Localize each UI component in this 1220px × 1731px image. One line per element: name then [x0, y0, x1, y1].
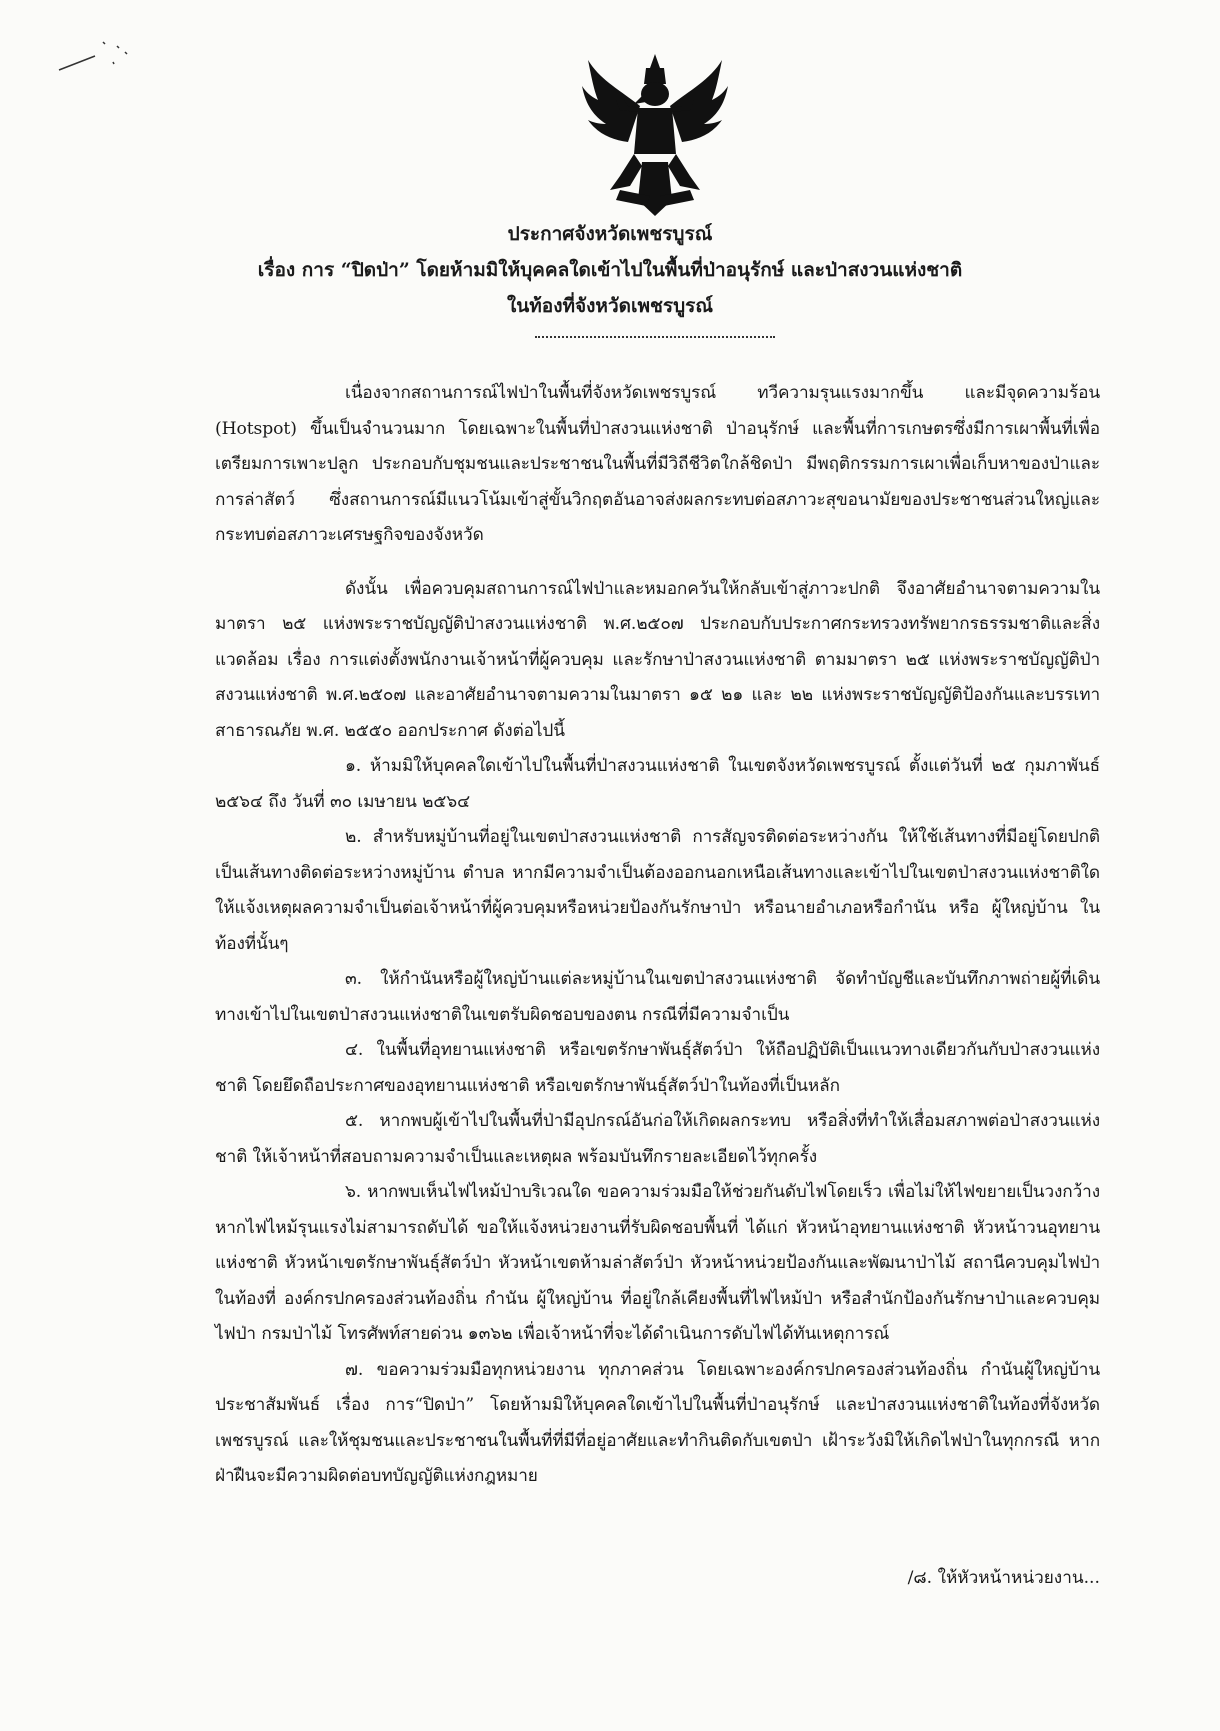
clause-3: ๓. ให้กำนันหรือผู้ใหญ่บ้านแต่ละหมู่บ้านในเขตป่าสงวนแห่งชาติ จัดทำบัญชีและบันทึกภาพถ่ายผู้ที่เดินทางเข้าไปในเขตป่าสงวนแห่งชาติในเขตรับผิดชอบของตน กรณีที่มีความจำเป็น [215, 969, 1100, 1025]
authority-paragraph: ดังนั้น เพื่อควบคุมสถานการณ์ไฟป่าและหมอกควันให้กลับเข้าสู่ภาวะปกติ จึงอาศัยอำนาจตามความในมาตรา ๒๕ แห่งพระราชบัญญัติป่าสงวนแห่งชาติ พ.ศ.๒๕๐๗ ประกอบกับประกาศกระทรวงทรัพยากรธรรมชาติและสิ่งแวดล้อม เรื่อง การแต่งตั้งพนักงานเจ้าหน้าที่ผู้ควบคุม และรักษาป่าสงวนแห่งชาติ ตามมาตรา ๒๕ แห่งพระราชบัญญัติป่าสงวนแห่งชาติ พ.ศ.๒๕๐๗ และอาศัยอำนาจตามความในมาตรา ๑๕ ๒๑ และ ๒๒ แห่งพระราชบัญญัติป้องกันและบรรเทาสาธารณภัย พ.ศ. ๒๕๕๐ ออกประกาศ ดังต่อไปนี้ [215, 578, 1100, 741]
announcement-title: ประกาศจังหวัดเพชรบูรณ์ [507, 223, 713, 245]
clause-5: ๕. หากพบผู้เข้าไปในพื้นที่ป่ามีอุปกรณ์อันก่อให้เกิดผลกระทบ หรือสิ่งที่ทำให้เสื่อมสภาพต่อป่าสงวนแห่งชาติ ให้เจ้าหน้าที่สอบถามความจำเป็นและเหตุผล พร้อมบันทึกรายละเอียดไว้ทุกครั้ง [215, 1111, 1100, 1167]
dotted-divider [535, 336, 775, 338]
announcement-subject-line2: ในท้องที่จังหวัดเพชรบูรณ์ [507, 295, 713, 317]
intro-paragraph: เนื่องจากสถานการณ์ไฟป่าในพื้นที่จังหวัดเพชรบูรณ์ ทวีความรุนแรงมากขึ้น และมีจุดความร้อน (Hotspot) ขึ้นเป็นจำนวนมาก โดยเฉพาะในพื้นที่ป่าสงวนแห่งชาติ ป่าอนุรักษ์ และพื้นที่การเกษตรซึ่งมีการเผาพื้นที่เพื่อเตรียมการเพาะปลูก ประกอบกับชุมชนและประชาชนในพื้นที่มีวิถีชีวิตใกล้ชิดป่า มีพฤติกรรมการเผาเพื่อเก็บหาของป่าและการล่าสัตว์ ซึ่งสถานการณ์มีแนวโน้มเข้าสู่ขั้นวิกฤตอันอาจส่งผลกระทบต่อสภาวะสุขอนามัยของประชาชนส่วนใหญ่และกระทบต่อสภาวะเศรษฐกิจของจังหวัด [215, 383, 1100, 545]
pen-mark [55, 28, 145, 98]
clause-2: ๒. สำหรับหมู่บ้านที่อยู่ในเขตป่าสงวนแห่งชาติ การสัญจรติดต่อระหว่างกัน ให้ใช้เส้นทางที่มีอยู่โดยปกติ เป็นเส้นทางติดต่อระหว่างหมู่บ้าน ตำบล หากมีความจำเป็นต้องออกนอกเหนือเส้นทางและเข้าไปในเขตป่าสงวนแห่งชาติใด ให้แจ้งเหตุผลความจำเป็นต่อเจ้าหน้าที่ผู้ควบคุมหรือหน่วยป้องกันรักษาป่า หรือนายอำเภอหรือกำนัน หรือ ผู้ใหญ่บ้าน ในท้องที่นั้นๆ [215, 827, 1100, 954]
clause-7: ๗. ขอความร่วมมือทุกหน่วยงาน ทุกภาคส่วน โดยเฉพาะองค์กรปกครองส่วนท้องถิ่น กำนันผู้ใหญ่บ้าน ประชาสัมพันธ์ เรื่อง การ“ปิดป่า” โดยห้ามมิให้บุคคลใดเข้าไปในพื้นที่ป่าอนุรักษ์ และป่าสงวนแห่งชาติในท้องที่จังหวัดเพชรบูรณ์ และให้ชุมชนและประชาชนในพื้นที่ที่มีที่อยู่อาศัยและทำกินติดกับเขตป่า เฝ้าระวังมิให้เกิดไฟป่าในทุกกรณี หากฝ่าฝืนจะมีความผิดต่อบทบัญญัติแห่งกฎหมาย [215, 1359, 1101, 1486]
announcement-body [215, 376, 1100, 1495]
continuation-note: /๘. ให้หัวหน้าหน่วยงาน... [907, 1568, 1100, 1588]
clause-6: ๖. หากพบเห็นไฟไหม้ป่าบริเวณใด ขอความร่วมมือให้ช่วยกันดับไฟโดยเร็ว เพื่อไม่ให้ไฟขยายเป็นวงกว้าง หากไฟไหม้รุนแรงไม่สามารถดับได้ ขอให้แจ้งหน่วยงานที่รับผิดชอบพื้นที่ ได้แก่ หัวหน้าอุทยานแห่งชาติ หัวหน้าวนอุทยานแห่งชาติ หัวหน้าเขตรักษาพันธุ์สัตว์ป่า หัวหน้าเขตห้ามล่าสัตว์ป่า หัวหน้าหน่วยป้องกันและพัฒนาป่าไม้ สถานีควบคุมไฟป่าในท้องที่ องค์กรปกครองส่วนท้องถิ่น กำนัน ผู้ใหญ่บ้าน ที่อยู่ใกล้เคียงพื้นที่ไฟไหม้ป่า หรือสำนักป้องกันรักษาป่าและควบคุมไฟป่า กรมป่าไม้ โทรศัพท์สายด่วน ๑๓๖๒ เพื่อเจ้าหน้าที่จะได้ดำเนินการดับไฟได้ทันเหตุการณ์ [215, 1182, 1100, 1344]
clause-4: ๔. ในพื้นที่อุทยานแห่งชาติ หรือเขตรักษาพันธุ์สัตว์ป่า ให้ถือปฏิบัติเป็นแนวทางเดียวกันกับป่าสงวนแห่งชาติ โดยยึดถือประกาศของอุทยานแห่งชาติ หรือเขตรักษาพันธุ์สัตว์ป่าในท้องที่เป็นหลัก [215, 1040, 1100, 1096]
garuda-emblem-icon [580, 50, 730, 220]
announcement-header [150, 216, 1070, 324]
clause-1: ๑. ห้ามมิให้บุคคลใดเข้าไปในพื้นที่ป่าสงวนแห่งชาติ ในเขตจังหวัดเพชรบูรณ์ ตั้งแต่วันที่ ๒๕ กุมภาพันธ์ ๒๕๖๔ ถึง วันที่ ๓๐ เมษายน ๒๕๖๔ [215, 756, 1100, 812]
announcement-subject: เรื่อง การ “ปิดป่า” โดยห้ามมิให้บุคคลใดเข้าไปในพื้นที่ป่าอนุรักษ์ และป่าสงวนแห่งชาติ [257, 259, 963, 281]
